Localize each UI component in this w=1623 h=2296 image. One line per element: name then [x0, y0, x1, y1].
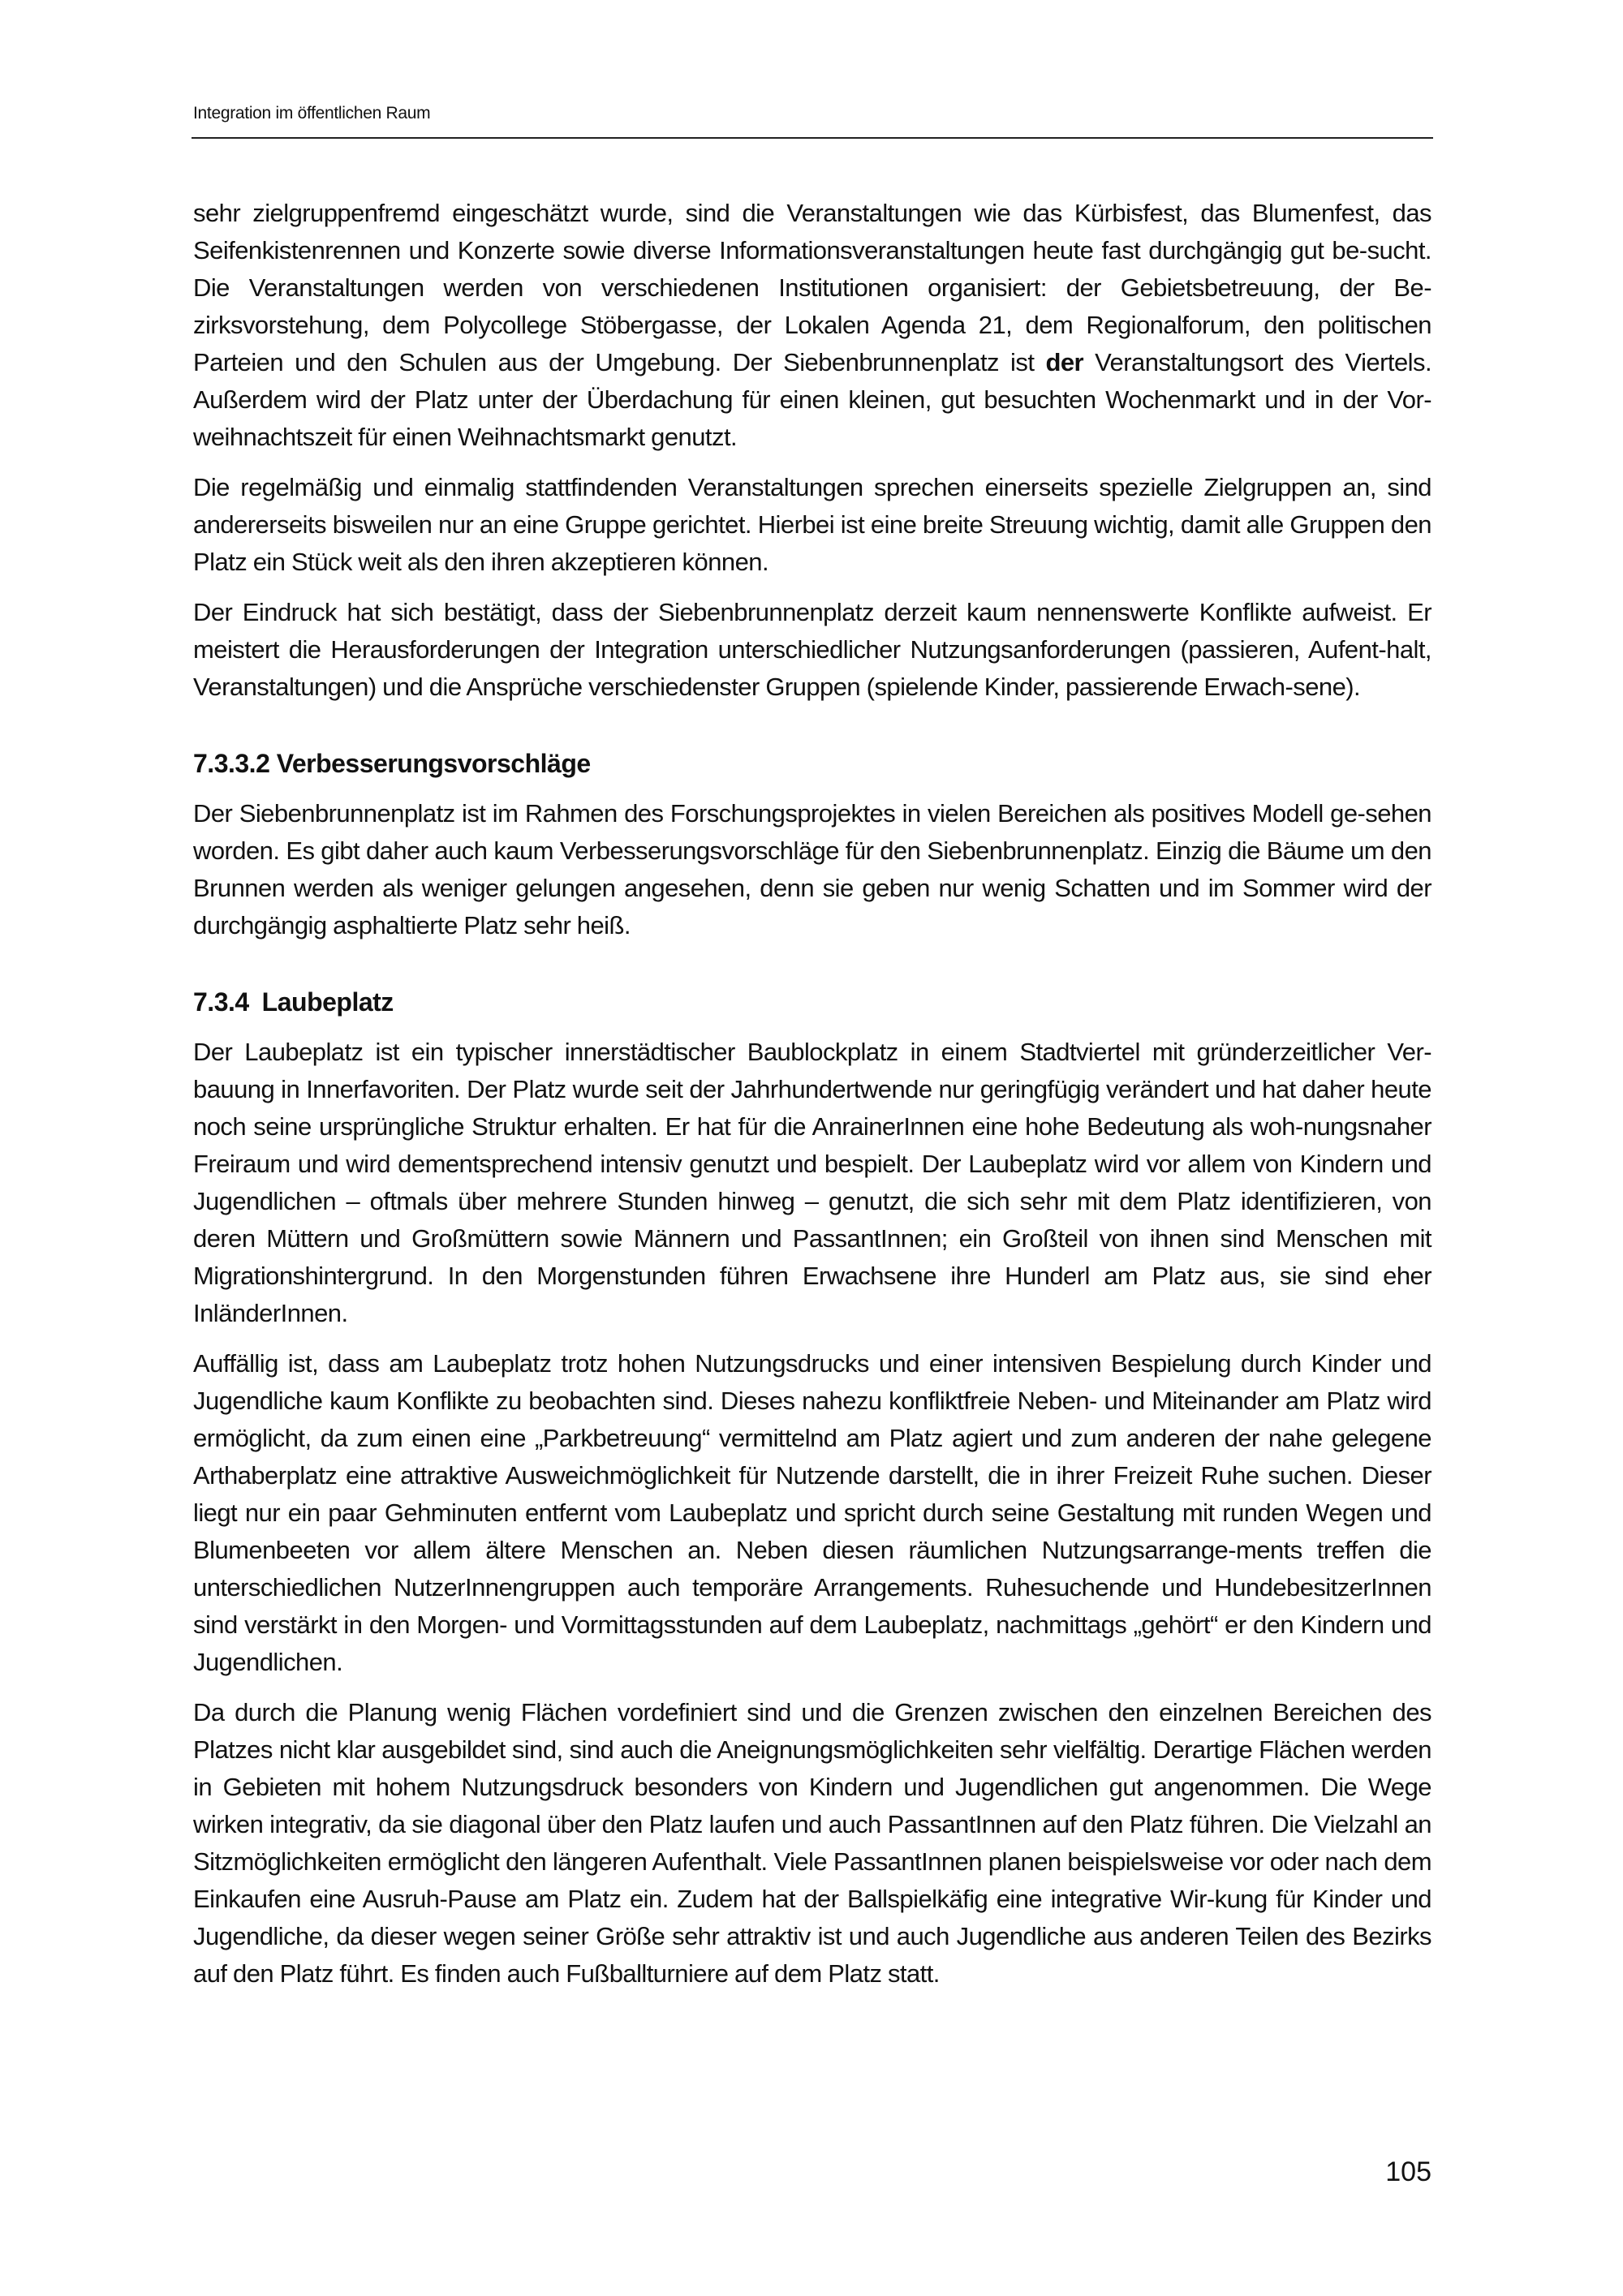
paragraph-events-text-1: sehr zielgruppenfremd eingeschätzt wurde, sind die Veranstaltungen wie das Kürbisfest, das Blumenfest, das Seifenkistenrennen und Konzerte sowie diverse Informationsveranstaltungen heute fast durchgängig gut be-sucht. Die Veranstaltungen werden von verschiedenen Institutionen organisiert: der Gebietsbetreuung, der Be-zirksvorstehung, dem Polycollege Stöbergasse, der Lokalen Agenda 21, dem Regionalforum, den politischen Parteien und den Schulen aus der Umgebung. Der Siebenbrunnenplatz ist	[193, 199, 1431, 376]
section-heading-improvements	[193, 745, 1431, 782]
paragraph-laubeplatz-planning: Da durch die Planung wenig Flächen vordefiniert sind und die Grenzen zwischen den einzelnen Bereichen des Platzes nicht klar ausgebildet sind, sind auch die Aneignungsmöglichkeiten sehr vielfältig. Derartige Flächen werden in Gebieten mit hohem Nutzungsdruck besonders von Kindern und Jugendlichen gut angenommen. Die Wege wirken integrativ, da sie diagonal über den Platz laufen und auch PassantInnen auf den Platz führen. Die Vielzahl an Sitzmöglichkeiten ermöglicht den längeren Aufenthalt. Viele PassantInnen planen beispielsweise vor oder nach dem Einkaufen eine Ausruh-Pause am Platz ein. Zudem hat der Ballspielkäfig eine integrative Wir-kung für Kinder und Jugendliche, da dieser wegen seiner Größe sehr attraktiv ist und auch Jugendliche aus anderen Teilen des Bezirks auf den Platz führt. Es finden auch Fußballturniere auf dem Platz statt.	[193, 1698, 1431, 1988]
section-number: 7.3.4	[193, 987, 249, 1017]
paragraph-conflicts: Der Eindruck hat sich bestätigt, dass der Siebenbrunnenplatz derzeit kaum nennenswerte Konflikte aufweist. Er meistert die Herausforderungen der Integration unterschiedlicher Nutzungsanforderungen (passieren, Aufent-halt, Veranstaltungen) und die Ansprüche verschiedenster Gruppen (spielende Kinder, passierende Erwach-sene).	[193, 598, 1431, 701]
paragraph-laubeplatz-conflicts: Auffällig ist, dass am Laubeplatz trotz hohen Nutzungsdrucks und einer intensiven Bespielung durch Kinder und Jugendliche kaum Konflikte zu beobachten sind. Dieses nahezu konfliktfreie Neben- und Miteinander am Platz wird ermöglicht, da zum einen eine „Parkbetreuung“ vermittelnd am Platz agiert und zum anderen der nahe gelegene Arthaberplatz eine attraktive Ausweichmöglichkeit für Nutzende darstellt, die in ihrer Freizeit Ruhe suchen. Dieser liegt nur ein paar Gehminuten entfernt vom Laubeplatz und spricht durch seine Gestaltung mit runden Wegen und Blumenbeeten vor allem ältere Menschen an. Neben diesen räumlichen Nutzungsarrange-ments treffen die unterschiedlichen NutzerInnengruppen auch temporäre Arrangements. Ruhesuchende und HundebesitzerInnen sind verstärkt in den Morgen- und Vormittagsstunden auf dem Laubeplatz, nachmittags „gehört“ er den Kindern und Jugendlichen.	[193, 1349, 1431, 1676]
section-title: Verbesserungsvorschläge	[276, 749, 591, 778]
paragraph-target-groups: Die regelmäßig und einmalig stattfindenden Veranstaltungen sprechen einerseits spezielle Zielgruppen an, sind andererseits bisweilen nur an eine Gruppe gerichtet. Hierbei ist eine breite Streuung wichtig, damit alle Gruppen den Platz ein Stück weit als den ihren akzeptieren können.	[193, 473, 1431, 576]
paragraph-events-bold: der	[1045, 348, 1084, 376]
section-number: 7.3.3.2	[193, 749, 270, 778]
page-body	[193, 195, 1431, 1993]
section-title: Laubeplatz	[261, 987, 394, 1017]
paragraph-laubeplatz-intro: Der Laubeplatz ist ein typischer innerstädtischer Baublockplatz in einem Stadtviertel mit gründerzeitlicher Ver-bauung in Innerfavoriten. Der Platz wurde seit der Jahrhundertwende nur geringfügig verändert und hat daher heute noch seine ursprüngliche Struktur erhalten. Er hat für die AnrainerInnen eine hohe Bedeutung als woh-nungsnaher Freiraum und wird dementsprechend intensiv genutzt und bespielt. Der Laubeplatz wird vor allem von Kindern und Jugendlichen – oftmals über mehrere Stunden hinweg – genutzt, die sich sehr mit dem Platz identifizieren, von deren Müttern und Großmüttern sowie Männern und PassantInnen; ein Großteil von ihnen sind Menschen mit Migrationshintergrund. In den Morgenstunden führen Erwachsene ihre Hunderl am Platz aus, sie sind eher InländerInnen.	[193, 1038, 1431, 1327]
header-rule	[192, 137, 1433, 139]
paragraph-events-text-2: Veranstaltungsort des Viertels. Außerdem wird der Platz unter der Überdachung für einen kleinen, gut besuchten Wochenmarkt und in der Vor-weihnachtszeit für einen Weihnachtsmarkt genutzt.	[193, 348, 1432, 451]
running-header-title: Integration im öffentlichen Raum	[193, 104, 431, 123]
page-number: 105	[1385, 2156, 1431, 2187]
paragraph-improvements: Der Siebenbrunnenplatz ist im Rahmen des Forschungsprojektes in vielen Bereichen als positives Modell ge-sehen worden. Es gibt daher auch kaum Verbesserungsvorschläge für den Siebenbrunnenplatz. Einzig die Bäume um den Brunnen werden als weniger gelungen angesehen, denn sie geben nur wenig Schatten und im Sommer wird der durchgängig asphaltierte Platz sehr heiß.	[193, 799, 1431, 939]
paragraph-events	[193, 195, 1431, 456]
section-heading-laubeplatz	[193, 983, 1431, 1021]
